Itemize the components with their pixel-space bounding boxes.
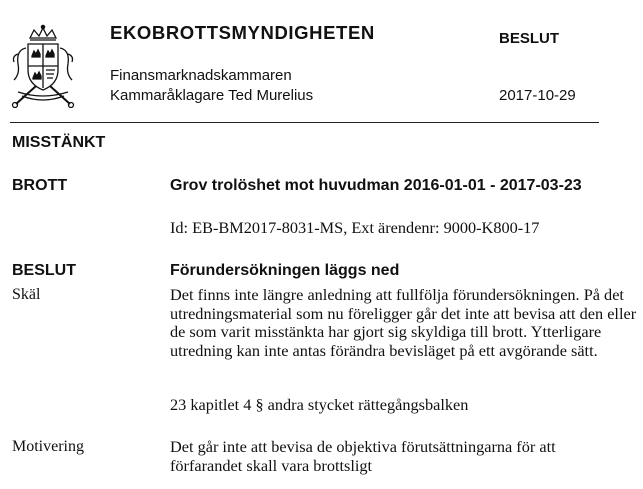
- suspect-heading: MISSTÄNKT: [12, 134, 106, 151]
- document-date: 2017-10-29: [499, 87, 576, 104]
- prosecutor-name: Kammaråklagare Ted Murelius: [110, 87, 314, 104]
- crime-id: Id: EB-BM2017-8031-MS, Ext ärendenr: 9000-K800-17: [170, 218, 540, 237]
- motivation-text: Det går inte att bevisa de objektiva förutsättningarna för att förfarandet skall vara brottsligt: [170, 437, 556, 475]
- document-type: BESLUT: [499, 30, 559, 47]
- header-divider: [10, 122, 599, 123]
- office-name: Finansmarknadskammaren: [110, 67, 292, 84]
- coat-of-arms-logo: [8, 24, 78, 108]
- decision-label: BESLUT: [12, 262, 76, 279]
- reason-law-reference: 23 kapitlet 4 § andra stycket rättegångsbalken: [170, 395, 469, 414]
- crime-label: BROTT: [12, 177, 68, 194]
- crime-title: Grov trolöshet mot huvudman 2016-01-01 - 2017-03-23: [170, 177, 582, 194]
- agency-name: EKOBROTTSMYNDIGHETEN: [110, 22, 375, 43]
- decision-title: Förundersökningen läggs ned: [170, 262, 400, 279]
- reason-label: Skäl: [12, 286, 41, 303]
- reason-text: Det finns inte längre anledning att fullfölja förundersökningen. På det utredningsmaterial som nu föreligger går det inte att bevisa att den eller de som varit misstänkta har gjort sig skyldiga till brott. Ytterligare utredning kan inte antas förändra bevisläget på ett avgörande sätt.: [170, 285, 637, 360]
- motivation-label: Motivering: [12, 438, 84, 455]
